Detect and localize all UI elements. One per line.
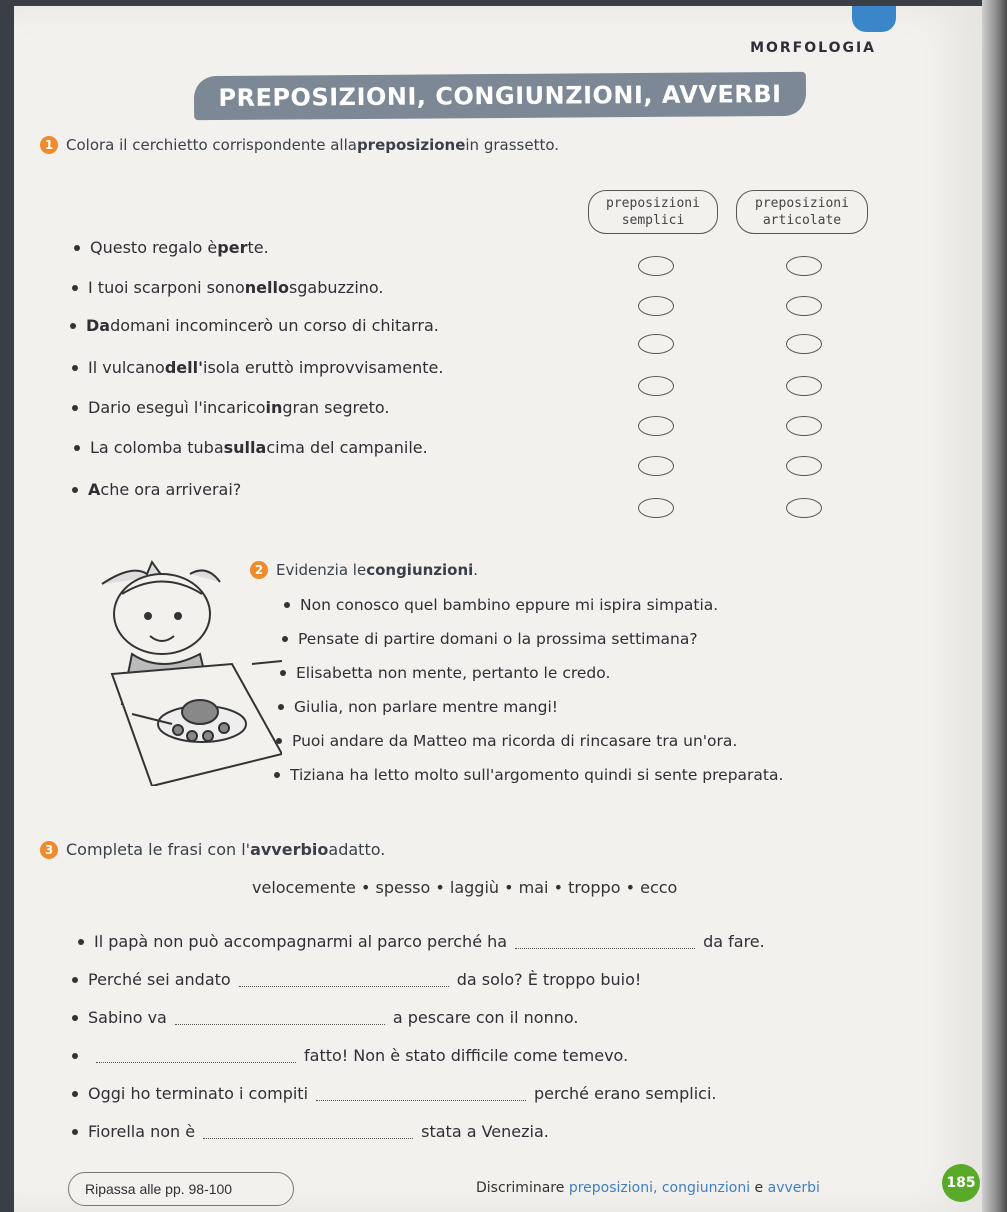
sentence-pre: Questo regalo è: [90, 238, 218, 257]
ex1-row: [70, 316, 439, 335]
ex1-row: [72, 358, 443, 377]
col-simple-prepositions: preposizioni semplici: [588, 190, 718, 234]
sentence-pre: Il vulcano: [88, 358, 165, 377]
bullet: [74, 245, 80, 251]
sentence-pre: Oggi ho terminato i compiti: [88, 1084, 309, 1103]
answer-blank[interactable]: [175, 1010, 385, 1025]
answer-blank[interactable]: [239, 972, 449, 987]
page-number-badge: 185: [942, 1164, 980, 1202]
ex1-row: [74, 438, 428, 457]
ex3-row: [72, 1046, 628, 1065]
sentence-preposition: sulla: [223, 438, 267, 457]
sentence-preposition: Da: [86, 316, 111, 335]
bullet: [74, 445, 80, 451]
sentence-post: isola eruttò improvvisamente.: [203, 358, 444, 377]
simple-choice-circle[interactable]: [638, 498, 674, 518]
ex2-row[interactable]: [278, 698, 558, 716]
girl-eating-illustration: [92, 554, 282, 786]
ex2-row[interactable]: [276, 732, 737, 750]
articulated-choice-circle[interactable]: [786, 416, 822, 436]
ex3-row: [72, 1008, 578, 1027]
simple-choice-circle[interactable]: [638, 416, 674, 436]
answer-blank[interactable]: [96, 1048, 296, 1063]
articulated-choice-circle[interactable]: [786, 498, 822, 518]
simple-choice-circle[interactable]: [638, 296, 674, 316]
articulated-choice-circle[interactable]: [786, 376, 822, 396]
answer-blank[interactable]: [316, 1086, 526, 1101]
workbook-page: [14, 6, 982, 1212]
ex3-row: [72, 970, 641, 989]
review-pill: Ripassa alle pp. 98-100: [68, 1172, 294, 1206]
sentence-preposition: A: [88, 480, 101, 499]
ex2-row[interactable]: [274, 766, 783, 784]
sentence: Non conosco quel bambino eppure mi ispira simpatia.: [300, 596, 719, 614]
articulated-choice-circle[interactable]: [786, 256, 822, 276]
bullet: [278, 704, 284, 710]
ex3-row: [78, 932, 765, 951]
sentence-preposition: per: [217, 238, 248, 257]
sentence-post: gran segreto.: [282, 398, 390, 417]
sentence-preposition: dell': [164, 358, 204, 377]
ex1-row: [74, 238, 269, 257]
ex3-number: 3: [40, 841, 58, 859]
section-tab: [852, 6, 896, 32]
ex2-number: 2: [250, 561, 268, 579]
ex1-number: 1: [40, 136, 58, 154]
bullet: [274, 772, 280, 778]
page-edge: [982, 0, 1007, 1212]
ex3-instruction: 3 Completa le frasi con l' avverbio adatto.: [40, 840, 385, 859]
answer-blank[interactable]: [515, 934, 695, 949]
answer-blank[interactable]: [203, 1124, 413, 1139]
ex2-row[interactable]: [282, 630, 698, 648]
bullet: [72, 1129, 78, 1135]
sentence-pre: Sabino va: [88, 1008, 167, 1027]
ex1-row: [72, 480, 241, 499]
ex1-row: [72, 278, 384, 297]
sentence-post: a pescare con il nonno.: [392, 1008, 579, 1027]
sentence: Tiziana ha letto molto sull'argomento quindi si sente preparata.: [290, 766, 784, 784]
sentence-pre: Il papà non può accompagnarmi al parco perché ha: [94, 932, 508, 951]
bullet: [276, 738, 282, 744]
sentence-preposition: nello: [244, 278, 289, 297]
simple-choice-circle[interactable]: [638, 334, 674, 354]
sentence-post: te.: [247, 238, 269, 257]
ex2-row[interactable]: [284, 596, 718, 614]
simple-choice-circle[interactable]: [638, 256, 674, 276]
bullet: [282, 636, 288, 642]
ex1-row: [72, 398, 389, 417]
ex3-row: [72, 1084, 717, 1103]
bullet: [72, 365, 78, 371]
word-bank: velocemente • spesso • laggiù • mai • troppo • ecco: [252, 878, 678, 897]
bullet: [72, 487, 78, 493]
bullet: [280, 670, 286, 676]
bullet: [72, 1091, 78, 1097]
bullet: [70, 323, 76, 329]
bullet: [284, 602, 290, 608]
sentence: Puoi andare da Matteo ma ricorda di rincasare tra un'ora.: [292, 732, 738, 750]
sentence-post: sgabuzzino.: [288, 278, 384, 297]
bullet: [72, 977, 78, 983]
sentence-pre: I tuoi scarponi sono: [88, 278, 245, 297]
sentence: Elisabetta non mente, pertanto le credo.: [296, 664, 611, 682]
sentence-post: da solo? È troppo buio!: [456, 970, 642, 989]
bullet: [78, 939, 84, 945]
sentence-post: perché erano semplici.: [534, 1084, 717, 1103]
sentence-pre: La colomba tuba: [90, 438, 224, 457]
simple-choice-circle[interactable]: [638, 376, 674, 396]
sentence-preposition: in: [265, 398, 283, 417]
sentence: Giulia, non parlare mentre mangi!: [294, 698, 558, 716]
simple-choice-circle[interactable]: [638, 456, 674, 476]
bullet: [72, 285, 78, 291]
sentence-post: da fare.: [703, 932, 765, 951]
bullet: [72, 405, 78, 411]
ex3-row: [72, 1122, 549, 1141]
sentence-post: che ora arriverai?: [100, 480, 242, 499]
sentence-post: stata a Venezia.: [421, 1122, 549, 1141]
sentence-post: domani incomincerò un corso di chitarra.: [110, 316, 439, 335]
sentence-pre: Fiorella non è: [88, 1122, 196, 1141]
articulated-choice-circle[interactable]: [786, 334, 822, 354]
section-label: MORFOLOGIA: [750, 40, 876, 56]
bullet: [72, 1015, 78, 1021]
col-articulated-prepositions: preposizioni articolate: [736, 190, 868, 234]
sentence-pre: Perché sei andato: [88, 970, 231, 989]
sentence-post: cima del campanile.: [266, 438, 428, 457]
page-title: PREPOSIZIONI, CONGIUNZIONI, AVVERBI: [194, 72, 806, 120]
sentence-post: fatto! Non è stato difficile come temevo.: [304, 1046, 629, 1065]
ex2-row[interactable]: [280, 664, 610, 682]
articulated-choice-circle[interactable]: [786, 296, 822, 316]
articulated-choice-circle[interactable]: [786, 456, 822, 476]
ex2-instruction: 2 Evidenzia le congiunzioni .: [250, 561, 478, 579]
sentence-pre: Dario eseguì l'incarico: [88, 398, 266, 417]
ex1-instruction: 1 Colora il cerchietto corrispondente alla preposizione in grassetto.: [40, 136, 559, 154]
sentence: Pensate di partire domani o la prossima settimana?: [298, 630, 698, 648]
footer-topic: Discriminare preposizioni, congiunzioni e avverbi: [476, 1180, 820, 1196]
bullet: [72, 1053, 78, 1059]
